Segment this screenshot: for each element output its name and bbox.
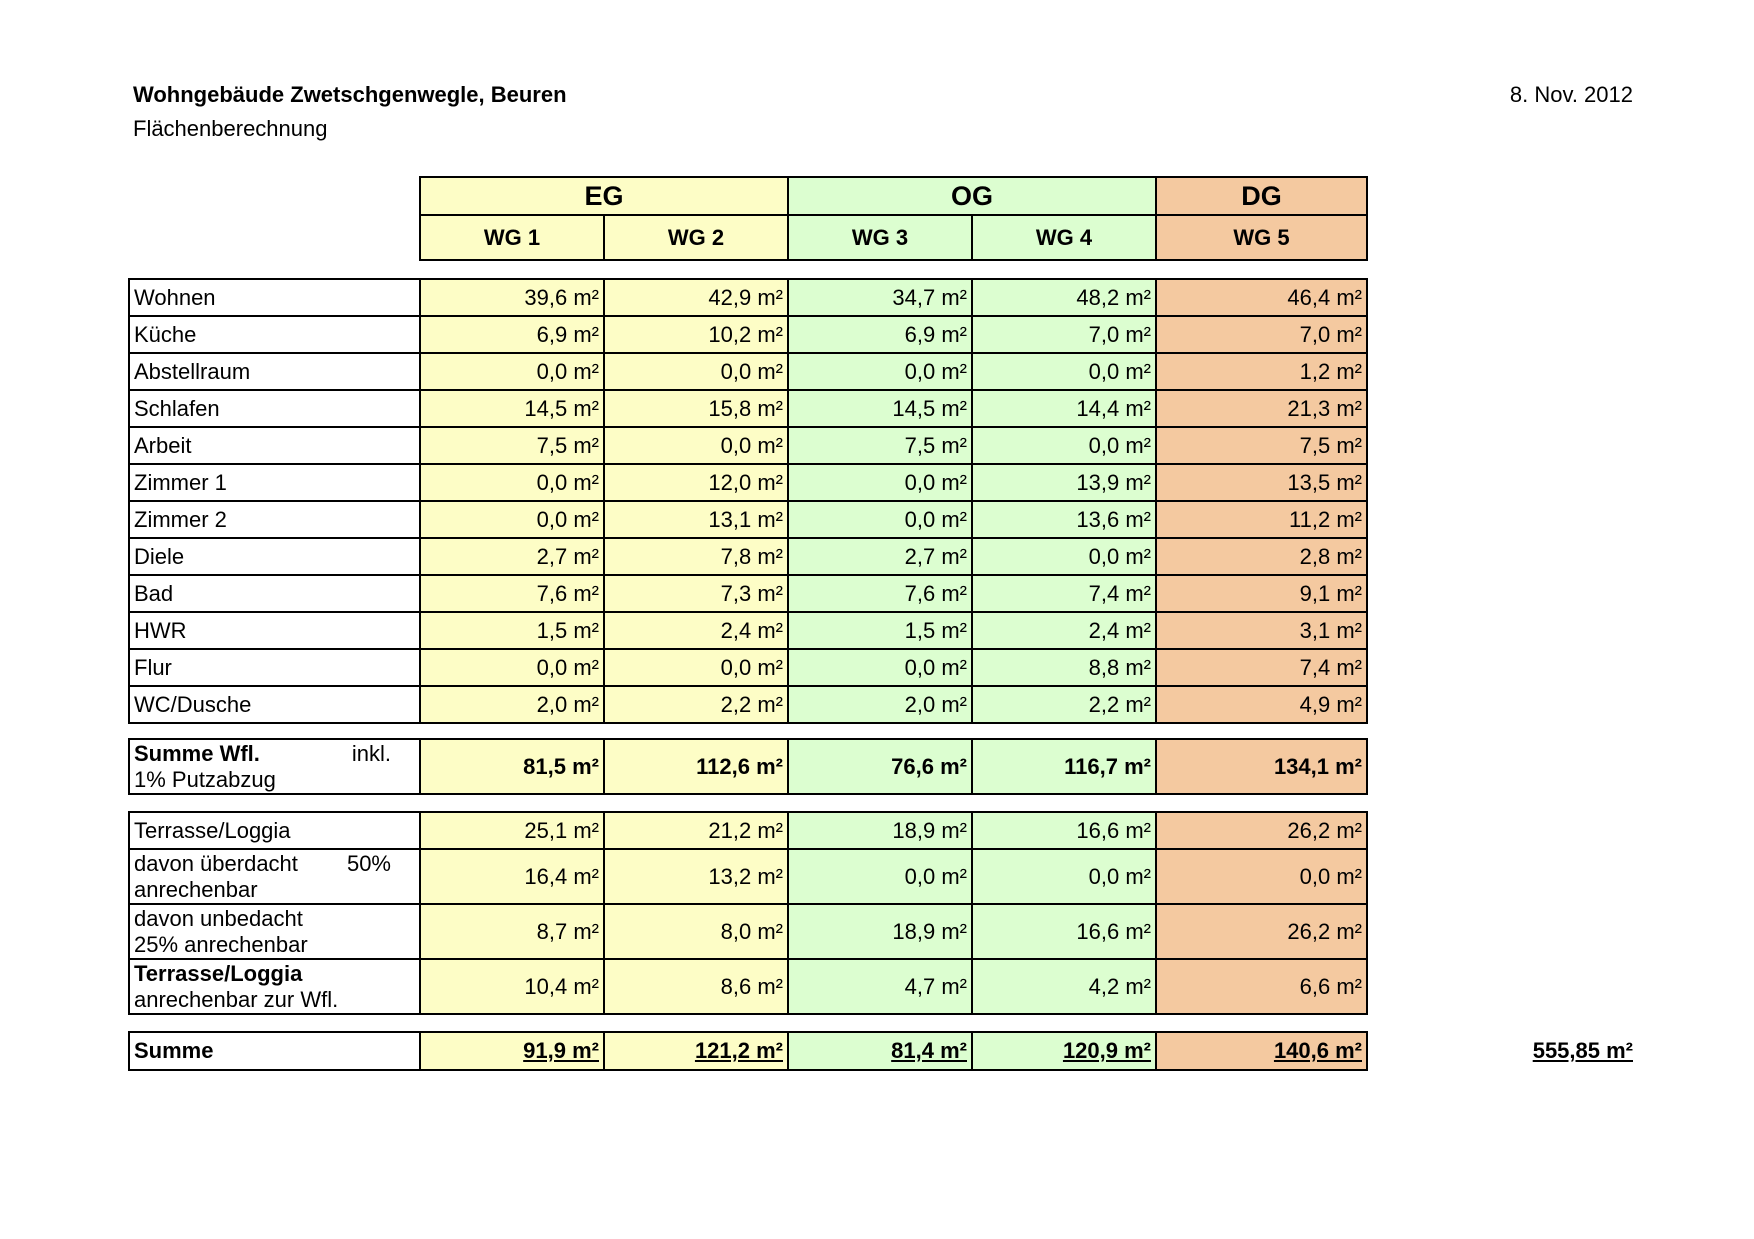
unit-header-wg2: WG 2 — [604, 215, 788, 260]
covered-terrace-label-main: davon überdacht — [134, 850, 298, 876]
cell-value: 48,2 m² — [972, 279, 1156, 316]
creditable-terrace-label-main: Terrasse/Loggia — [134, 960, 303, 986]
room-label: Flur — [129, 649, 420, 686]
cell-value: 39,6 m² — [420, 279, 604, 316]
cell-value: 11,2 m² — [1156, 501, 1367, 538]
unit-header-wg5: WG 5 — [1156, 215, 1367, 260]
creditable-terrace-row — [129, 959, 1367, 1014]
covered-terrace-label-percent: 50% — [346, 850, 391, 876]
cell-value: 2,2 m² — [972, 686, 1156, 723]
cell-value: 7,6 m² — [420, 575, 604, 612]
cell-value: 4,7 m² — [788, 959, 972, 1014]
room-label: WC/Dusche — [129, 686, 420, 723]
total-value-wg1: 91,9 m² — [523, 1038, 599, 1063]
table-row — [129, 538, 1367, 575]
table-row — [129, 427, 1367, 464]
level-header-dg: DG — [1156, 177, 1367, 215]
cell-value: 7,8 m² — [604, 538, 788, 575]
cell-value: 13,2 m² — [604, 849, 788, 904]
sum-living-area-label-note: inkl. — [351, 740, 391, 766]
cell-value: 116,7 m² — [972, 739, 1156, 794]
cell-value: 7,5 m² — [788, 427, 972, 464]
cell-value: 15,8 m² — [604, 390, 788, 427]
cell-value: 0,0 m² — [604, 649, 788, 686]
cell-value: 1,5 m² — [788, 612, 972, 649]
cell-value: 21,3 m² — [1156, 390, 1367, 427]
cell-value: 0,0 m² — [788, 849, 972, 904]
level-header-og: OG — [788, 177, 1156, 215]
cell-value: 13,9 m² — [972, 464, 1156, 501]
sum-living-area-row — [129, 739, 1367, 794]
cell-value: 1,5 m² — [420, 612, 604, 649]
cell-value: 2,7 m² — [788, 538, 972, 575]
sum-living-area-label-main: Summe Wfl. — [134, 740, 260, 766]
cell-value: 2,4 m² — [972, 612, 1156, 649]
terrace-label: Terrasse/Loggia — [129, 812, 420, 849]
room-label: Wohnen — [129, 279, 420, 316]
cell-value: 2,0 m² — [788, 686, 972, 723]
table-row — [129, 279, 1367, 316]
uncovered-terrace-label-main: davon unbedacht — [134, 905, 303, 931]
covered-terrace-label — [129, 849, 420, 904]
cell-value: 8,6 m² — [604, 959, 788, 1014]
sum-living-area-label-line2: 1% Putzabzug — [134, 766, 276, 792]
cell-value: 34,7 m² — [788, 279, 972, 316]
terrace-table — [128, 811, 1368, 1015]
table-row — [129, 612, 1367, 649]
cell-value: 14,5 m² — [788, 390, 972, 427]
cell-value: 0,0 m² — [1156, 849, 1367, 904]
cell-value: 2,7 m² — [420, 538, 604, 575]
grand-total: 555,85 m² — [1532, 1038, 1633, 1063]
cell-value: 13,5 m² — [1156, 464, 1367, 501]
cell-value: 7,0 m² — [1156, 316, 1367, 353]
cell-value: 6,6 m² — [1156, 959, 1367, 1014]
cell-value: 0,0 m² — [972, 427, 1156, 464]
sum-living-area-label — [129, 739, 420, 794]
cell-value: 3,1 m² — [1156, 612, 1367, 649]
total-row — [129, 1032, 1367, 1070]
uncovered-terrace-label-line2: 25% anrechenbar — [134, 931, 308, 957]
cell-value: 8,8 m² — [972, 649, 1156, 686]
level-header-eg: EG — [420, 177, 788, 215]
cell-value: 112,6 m² — [604, 739, 788, 794]
cell-value: 2,8 m² — [1156, 538, 1367, 575]
cell-value: 7,4 m² — [972, 575, 1156, 612]
cell-value: 2,0 m² — [420, 686, 604, 723]
cell-value: 8,0 m² — [604, 904, 788, 959]
cell-value — [1156, 1032, 1367, 1070]
cell-value: 42,9 m² — [604, 279, 788, 316]
total-value-wg2: 121,2 m² — [694, 1038, 783, 1063]
creditable-terrace-label-line2: anrechenbar zur Wfl. — [134, 986, 339, 1012]
cell-value: 25,1 m² — [420, 812, 604, 849]
cell-value: 76,6 m² — [788, 739, 972, 794]
cell-value: 18,9 m² — [788, 904, 972, 959]
table-row — [129, 649, 1367, 686]
room-label: Abstellraum — [129, 353, 420, 390]
cell-value: 2,2 m² — [604, 686, 788, 723]
cell-value: 0,0 m² — [788, 464, 972, 501]
total-value-wg5: 140,6 m² — [1273, 1038, 1362, 1063]
room-label: Küche — [129, 316, 420, 353]
cell-value: 0,0 m² — [420, 353, 604, 390]
cell-value: 0,0 m² — [420, 464, 604, 501]
covered-terrace-label-line2: anrechenbar — [134, 876, 258, 902]
page-title: Wohngebäude Zwetschgenwegle, Beuren — [133, 82, 567, 107]
cell-value: 0,0 m² — [972, 538, 1156, 575]
cell-value: 10,4 m² — [420, 959, 604, 1014]
cell-value: 46,4 m² — [1156, 279, 1367, 316]
room-label: Schlafen — [129, 390, 420, 427]
cell-value: 13,1 m² — [604, 501, 788, 538]
table-row — [129, 464, 1367, 501]
cell-value — [788, 1032, 972, 1070]
cell-value: 16,6 m² — [972, 904, 1156, 959]
cell-value: 7,5 m² — [1156, 427, 1367, 464]
sum-living-area-table — [128, 738, 1368, 795]
cell-value: 134,1 m² — [1156, 739, 1367, 794]
cell-value: 2,4 m² — [604, 612, 788, 649]
cell-value: 7,4 m² — [1156, 649, 1367, 686]
cell-value: 0,0 m² — [972, 353, 1156, 390]
table-row — [129, 686, 1367, 723]
cell-value: 26,2 m² — [1156, 904, 1367, 959]
cell-value: 7,5 m² — [420, 427, 604, 464]
covered-terrace-row — [129, 849, 1367, 904]
uncovered-terrace-row — [129, 904, 1367, 959]
creditable-terrace-label — [129, 959, 420, 1014]
cell-value: 13,6 m² — [972, 501, 1156, 538]
cell-value — [604, 1032, 788, 1070]
column-header-table — [419, 176, 1368, 261]
cell-value: 14,5 m² — [420, 390, 604, 427]
page-subtitle: Flächenberechnung — [133, 116, 328, 141]
table-row — [129, 316, 1367, 353]
total-value-wg3: 81,4 m² — [891, 1038, 967, 1063]
cell-value: 10,2 m² — [604, 316, 788, 353]
cell-value: 0,0 m² — [788, 649, 972, 686]
room-label: Zimmer 1 — [129, 464, 420, 501]
unit-header-wg4: WG 4 — [972, 215, 1156, 260]
cell-value: 8,7 m² — [420, 904, 604, 959]
room-label: Bad — [129, 575, 420, 612]
total-label: Summe — [129, 1032, 420, 1070]
unit-header-wg1: WG 1 — [420, 215, 604, 260]
room-label: HWR — [129, 612, 420, 649]
table-row — [129, 575, 1367, 612]
table-row — [129, 390, 1367, 427]
unit-header-wg3: WG 3 — [788, 215, 972, 260]
cell-value: 0,0 m² — [420, 649, 604, 686]
total-table — [128, 1031, 1368, 1071]
cell-value: 4,2 m² — [972, 959, 1156, 1014]
cell-value: 7,6 m² — [788, 575, 972, 612]
cell-value: 0,0 m² — [604, 353, 788, 390]
room-label: Arbeit — [129, 427, 420, 464]
cell-value — [420, 1032, 604, 1070]
cell-value: 16,6 m² — [972, 812, 1156, 849]
table-row — [129, 501, 1367, 538]
cell-value: 21,2 m² — [604, 812, 788, 849]
cell-value: 0,0 m² — [788, 501, 972, 538]
cell-value: 7,0 m² — [972, 316, 1156, 353]
cell-value: 81,5 m² — [420, 739, 604, 794]
cell-value: 12,0 m² — [604, 464, 788, 501]
document-date: 8. Nov. 2012 — [1509, 82, 1633, 107]
cell-value: 16,4 m² — [420, 849, 604, 904]
cell-value: 26,2 m² — [1156, 812, 1367, 849]
room-label: Diele — [129, 538, 420, 575]
total-value-wg4: 120,9 m² — [1062, 1038, 1151, 1063]
cell-value: 0,0 m² — [972, 849, 1156, 904]
cell-value: 14,4 m² — [972, 390, 1156, 427]
cell-value: 0,0 m² — [604, 427, 788, 464]
cell-value: 18,9 m² — [788, 812, 972, 849]
cell-value: 6,9 m² — [788, 316, 972, 353]
rooms-table — [128, 278, 1368, 724]
room-label: Zimmer 2 — [129, 501, 420, 538]
cell-value: 1,2 m² — [1156, 353, 1367, 390]
cell-value: 7,3 m² — [604, 575, 788, 612]
cell-value: 0,0 m² — [788, 353, 972, 390]
cell-value: 4,9 m² — [1156, 686, 1367, 723]
cell-value: 9,1 m² — [1156, 575, 1367, 612]
table-row — [129, 353, 1367, 390]
uncovered-terrace-label — [129, 904, 420, 959]
terrace-row — [129, 812, 1367, 849]
cell-value — [972, 1032, 1156, 1070]
cell-value: 0,0 m² — [420, 501, 604, 538]
cell-value: 6,9 m² — [420, 316, 604, 353]
